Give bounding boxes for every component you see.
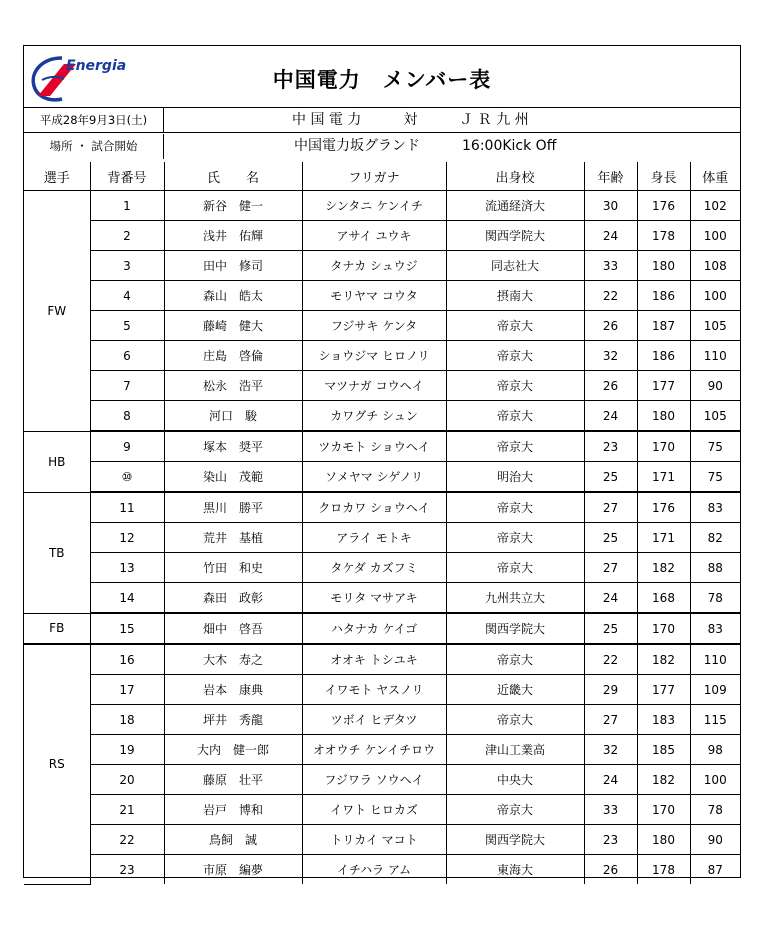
number-cell: 20 [90, 765, 164, 795]
number-cell: 21 [90, 795, 164, 825]
weight-cell: 110 [690, 341, 740, 371]
venue-kickoff: 中国電力坂グランド 16:00Kick Off [294, 138, 557, 154]
position-cell: FB [24, 613, 90, 644]
height-cell: 186 [637, 341, 690, 371]
height-cell: 187 [637, 311, 690, 341]
header-height: 身長 [637, 162, 690, 191]
weight-cell: 75 [690, 462, 740, 493]
height-cell: 186 [637, 281, 690, 311]
name-cell: 大内 健一郎 [164, 735, 302, 765]
kana-cell: タナカ シュウジ [302, 251, 446, 281]
number-cell: 23 [90, 855, 164, 885]
height-cell: 170 [637, 795, 690, 825]
name-cell: 浅井 佑輝 [164, 221, 302, 251]
age-cell: 24 [584, 583, 637, 614]
weight-cell: 100 [690, 221, 740, 251]
name-cell: 森山 皓太 [164, 281, 302, 311]
height-cell: 183 [637, 705, 690, 735]
table-row [24, 855, 740, 885]
school-cell: 関西学院大 [446, 613, 584, 644]
table-row [24, 735, 740, 765]
number-cell: 1 [90, 191, 164, 221]
age-cell: 22 [584, 281, 637, 311]
name-cell: 市原 編夢 [164, 855, 302, 885]
weight-cell: 100 [690, 281, 740, 311]
header-kana: フリガナ [302, 162, 446, 191]
age-cell: 27 [584, 705, 637, 735]
age-cell: 27 [584, 553, 637, 583]
name-cell: 大木 寿之 [164, 644, 302, 675]
table-row [24, 401, 740, 432]
header-name: 氏 名 [164, 162, 302, 191]
number-cell: 19 [90, 735, 164, 765]
weight-cell: 98 [690, 735, 740, 765]
height-cell: 180 [637, 401, 690, 432]
position-cell: TB [24, 492, 90, 613]
roster-sheet [23, 45, 741, 878]
roster-table [24, 162, 740, 885]
header-number: 背番号 [90, 162, 164, 191]
match-date: 平成28年9月3日(土) [24, 108, 164, 132]
number-cell: 12 [90, 523, 164, 553]
height-cell: 168 [637, 583, 690, 614]
kana-cell: カワグチ シュン [302, 401, 446, 432]
table-row [24, 371, 740, 401]
weight-cell: 108 [690, 251, 740, 281]
school-cell: 東海大 [446, 855, 584, 885]
table-row [24, 765, 740, 795]
age-cell: 30 [584, 191, 637, 221]
school-cell: 近畿大 [446, 675, 584, 705]
school-cell: 帝京大 [446, 523, 584, 553]
header-weight: 体重 [690, 162, 740, 191]
height-cell: 178 [637, 855, 690, 885]
height-cell: 171 [637, 523, 690, 553]
school-cell: 帝京大 [446, 401, 584, 432]
weight-cell: 75 [690, 431, 740, 462]
age-cell: 23 [584, 431, 637, 462]
kana-cell: シンタニ ケンイチ [302, 191, 446, 221]
height-cell: 177 [637, 371, 690, 401]
age-cell: 22 [584, 644, 637, 675]
age-cell: 24 [584, 221, 637, 251]
roster-body [24, 191, 740, 885]
weight-cell: 87 [690, 855, 740, 885]
kana-cell: ツボイ ヒデタツ [302, 705, 446, 735]
school-cell: 九州共立大 [446, 583, 584, 614]
kana-cell: ツカモト ショウヘイ [302, 431, 446, 462]
number-cell: 13 [90, 553, 164, 583]
name-cell: 坪井 秀龍 [164, 705, 302, 735]
kana-cell: トリカイ マコト [302, 825, 446, 855]
date-row [24, 108, 740, 133]
table-row [24, 553, 740, 583]
school-cell: 帝京大 [446, 431, 584, 462]
name-cell: 鳥飼 誠 [164, 825, 302, 855]
weight-cell: 83 [690, 492, 740, 523]
name-cell: 藤崎 健大 [164, 311, 302, 341]
age-cell: 24 [584, 765, 637, 795]
table-row [24, 583, 740, 614]
kana-cell: オオウチ ケンイチロウ [302, 735, 446, 765]
kana-cell: モリヤマ コウタ [302, 281, 446, 311]
table-row [24, 431, 740, 462]
matchup: 中 国 電 力 対 Ｊ Ｒ 九 州 [292, 112, 529, 128]
weight-cell: 78 [690, 795, 740, 825]
table-row [24, 644, 740, 675]
weight-cell: 90 [690, 371, 740, 401]
name-cell: 塚本 奨平 [164, 431, 302, 462]
venue-row [24, 134, 740, 159]
number-cell: 22 [90, 825, 164, 855]
height-cell: 170 [637, 431, 690, 462]
kana-cell: イワモト ヤスノリ [302, 675, 446, 705]
school-cell: 帝京大 [446, 341, 584, 371]
number-cell: 3 [90, 251, 164, 281]
table-row [24, 795, 740, 825]
name-cell: 河口 駿 [164, 401, 302, 432]
kana-cell: クロカワ ショウヘイ [302, 492, 446, 523]
height-cell: 180 [637, 251, 690, 281]
school-cell: 帝京大 [446, 492, 584, 523]
number-cell: 16 [90, 644, 164, 675]
age-cell: 26 [584, 311, 637, 341]
table-row [24, 251, 740, 281]
table-header-row [24, 162, 740, 191]
weight-cell: 78 [690, 583, 740, 614]
age-cell: 26 [584, 371, 637, 401]
age-cell: 32 [584, 735, 637, 765]
age-cell: 25 [584, 523, 637, 553]
name-cell: 藤原 壮平 [164, 765, 302, 795]
table-row [24, 341, 740, 371]
kana-cell: イチハラ アム [302, 855, 446, 885]
number-cell: 15 [90, 613, 164, 644]
kana-cell: イワト ヒロカズ [302, 795, 446, 825]
school-cell: 同志社大 [446, 251, 584, 281]
page-title: 中国電力 メンバー表 [272, 68, 492, 92]
table-row [24, 705, 740, 735]
school-cell: 帝京大 [446, 553, 584, 583]
name-cell: 竹田 和史 [164, 553, 302, 583]
school-cell: 帝京大 [446, 705, 584, 735]
header [24, 46, 740, 108]
kana-cell: ハタナカ ケイゴ [302, 613, 446, 644]
weight-cell: 102 [690, 191, 740, 221]
height-cell: 170 [637, 613, 690, 644]
school-cell: 明治大 [446, 462, 584, 493]
venue-label: 場所 ・ 試合開始 [24, 134, 164, 159]
name-cell: 黒川 勝平 [164, 492, 302, 523]
kana-cell: タケダ カズフミ [302, 553, 446, 583]
name-cell: 荒井 基植 [164, 523, 302, 553]
header-school: 出身校 [446, 162, 584, 191]
weight-cell: 83 [690, 613, 740, 644]
age-cell: 25 [584, 613, 637, 644]
name-cell: 岩戸 博和 [164, 795, 302, 825]
weight-cell: 100 [690, 765, 740, 795]
table-row [24, 221, 740, 251]
header-age: 年齢 [584, 162, 637, 191]
header-position: 選手 [24, 162, 90, 191]
number-cell: 4 [90, 281, 164, 311]
age-cell: 32 [584, 341, 637, 371]
number-cell: 14 [90, 583, 164, 614]
height-cell: 177 [637, 675, 690, 705]
height-cell: 176 [637, 492, 690, 523]
weight-cell: 88 [690, 553, 740, 583]
name-cell: 庄島 啓倫 [164, 341, 302, 371]
number-cell: 7 [90, 371, 164, 401]
school-cell: 流通経済大 [446, 191, 584, 221]
weight-cell: 105 [690, 311, 740, 341]
position-cell: HB [24, 431, 90, 492]
height-cell: 178 [637, 221, 690, 251]
school-cell: 帝京大 [446, 795, 584, 825]
name-cell: 畑中 啓吾 [164, 613, 302, 644]
height-cell: 185 [637, 735, 690, 765]
kana-cell: オオキ トシユキ [302, 644, 446, 675]
kana-cell: フジサキ ケンタ [302, 311, 446, 341]
table-row [24, 191, 740, 221]
school-cell: 帝京大 [446, 311, 584, 341]
name-cell: 森田 政彰 [164, 583, 302, 614]
age-cell: 27 [584, 492, 637, 523]
school-cell: 関西学院大 [446, 221, 584, 251]
kana-cell: モリタ マサアキ [302, 583, 446, 614]
table-row [24, 825, 740, 855]
kana-cell: ショウジマ ヒロノリ [302, 341, 446, 371]
number-cell: ⑩ [90, 462, 164, 493]
weight-cell: 109 [690, 675, 740, 705]
height-cell: 182 [637, 553, 690, 583]
table-row [24, 462, 740, 493]
school-cell: 津山工業高 [446, 735, 584, 765]
number-cell: 18 [90, 705, 164, 735]
age-cell: 24 [584, 401, 637, 432]
height-cell: 171 [637, 462, 690, 493]
number-cell: 6 [90, 341, 164, 371]
age-cell: 23 [584, 825, 637, 855]
height-cell: 182 [637, 765, 690, 795]
weight-cell: 90 [690, 825, 740, 855]
kana-cell: アライ モトキ [302, 523, 446, 553]
number-cell: 17 [90, 675, 164, 705]
weight-cell: 82 [690, 523, 740, 553]
age-cell: 33 [584, 251, 637, 281]
kana-cell: ソメヤマ シゲノリ [302, 462, 446, 493]
school-cell: 摂南大 [446, 281, 584, 311]
name-cell: 染山 茂範 [164, 462, 302, 493]
height-cell: 180 [637, 825, 690, 855]
school-cell: 中央大 [446, 765, 584, 795]
logo-wordmark: Energia [66, 58, 127, 74]
number-cell: 5 [90, 311, 164, 341]
age-cell: 25 [584, 462, 637, 493]
kana-cell: フジワラ ソウヘイ [302, 765, 446, 795]
height-cell: 182 [637, 644, 690, 675]
name-cell: 岩本 康典 [164, 675, 302, 705]
weight-cell: 105 [690, 401, 740, 432]
table-row [24, 523, 740, 553]
weight-cell: 110 [690, 644, 740, 675]
age-cell: 29 [584, 675, 637, 705]
kana-cell: マツナガ コウヘイ [302, 371, 446, 401]
table-row [24, 675, 740, 705]
school-cell: 帝京大 [446, 371, 584, 401]
weight-cell: 115 [690, 705, 740, 735]
table-row [24, 492, 740, 523]
name-cell: 新谷 健一 [164, 191, 302, 221]
age-cell: 26 [584, 855, 637, 885]
position-cell: FW [24, 191, 90, 432]
table-row [24, 281, 740, 311]
age-cell: 33 [584, 795, 637, 825]
table-row [24, 613, 740, 644]
table-row [24, 311, 740, 341]
height-cell: 176 [637, 191, 690, 221]
number-cell: 8 [90, 401, 164, 432]
kana-cell: アサイ ユウキ [302, 221, 446, 251]
position-cell: RS [24, 644, 90, 884]
number-cell: 2 [90, 221, 164, 251]
name-cell: 田中 修司 [164, 251, 302, 281]
number-cell: 9 [90, 431, 164, 462]
school-cell: 関西学院大 [446, 825, 584, 855]
number-cell: 11 [90, 492, 164, 523]
school-cell: 帝京大 [446, 644, 584, 675]
name-cell: 松永 浩平 [164, 371, 302, 401]
